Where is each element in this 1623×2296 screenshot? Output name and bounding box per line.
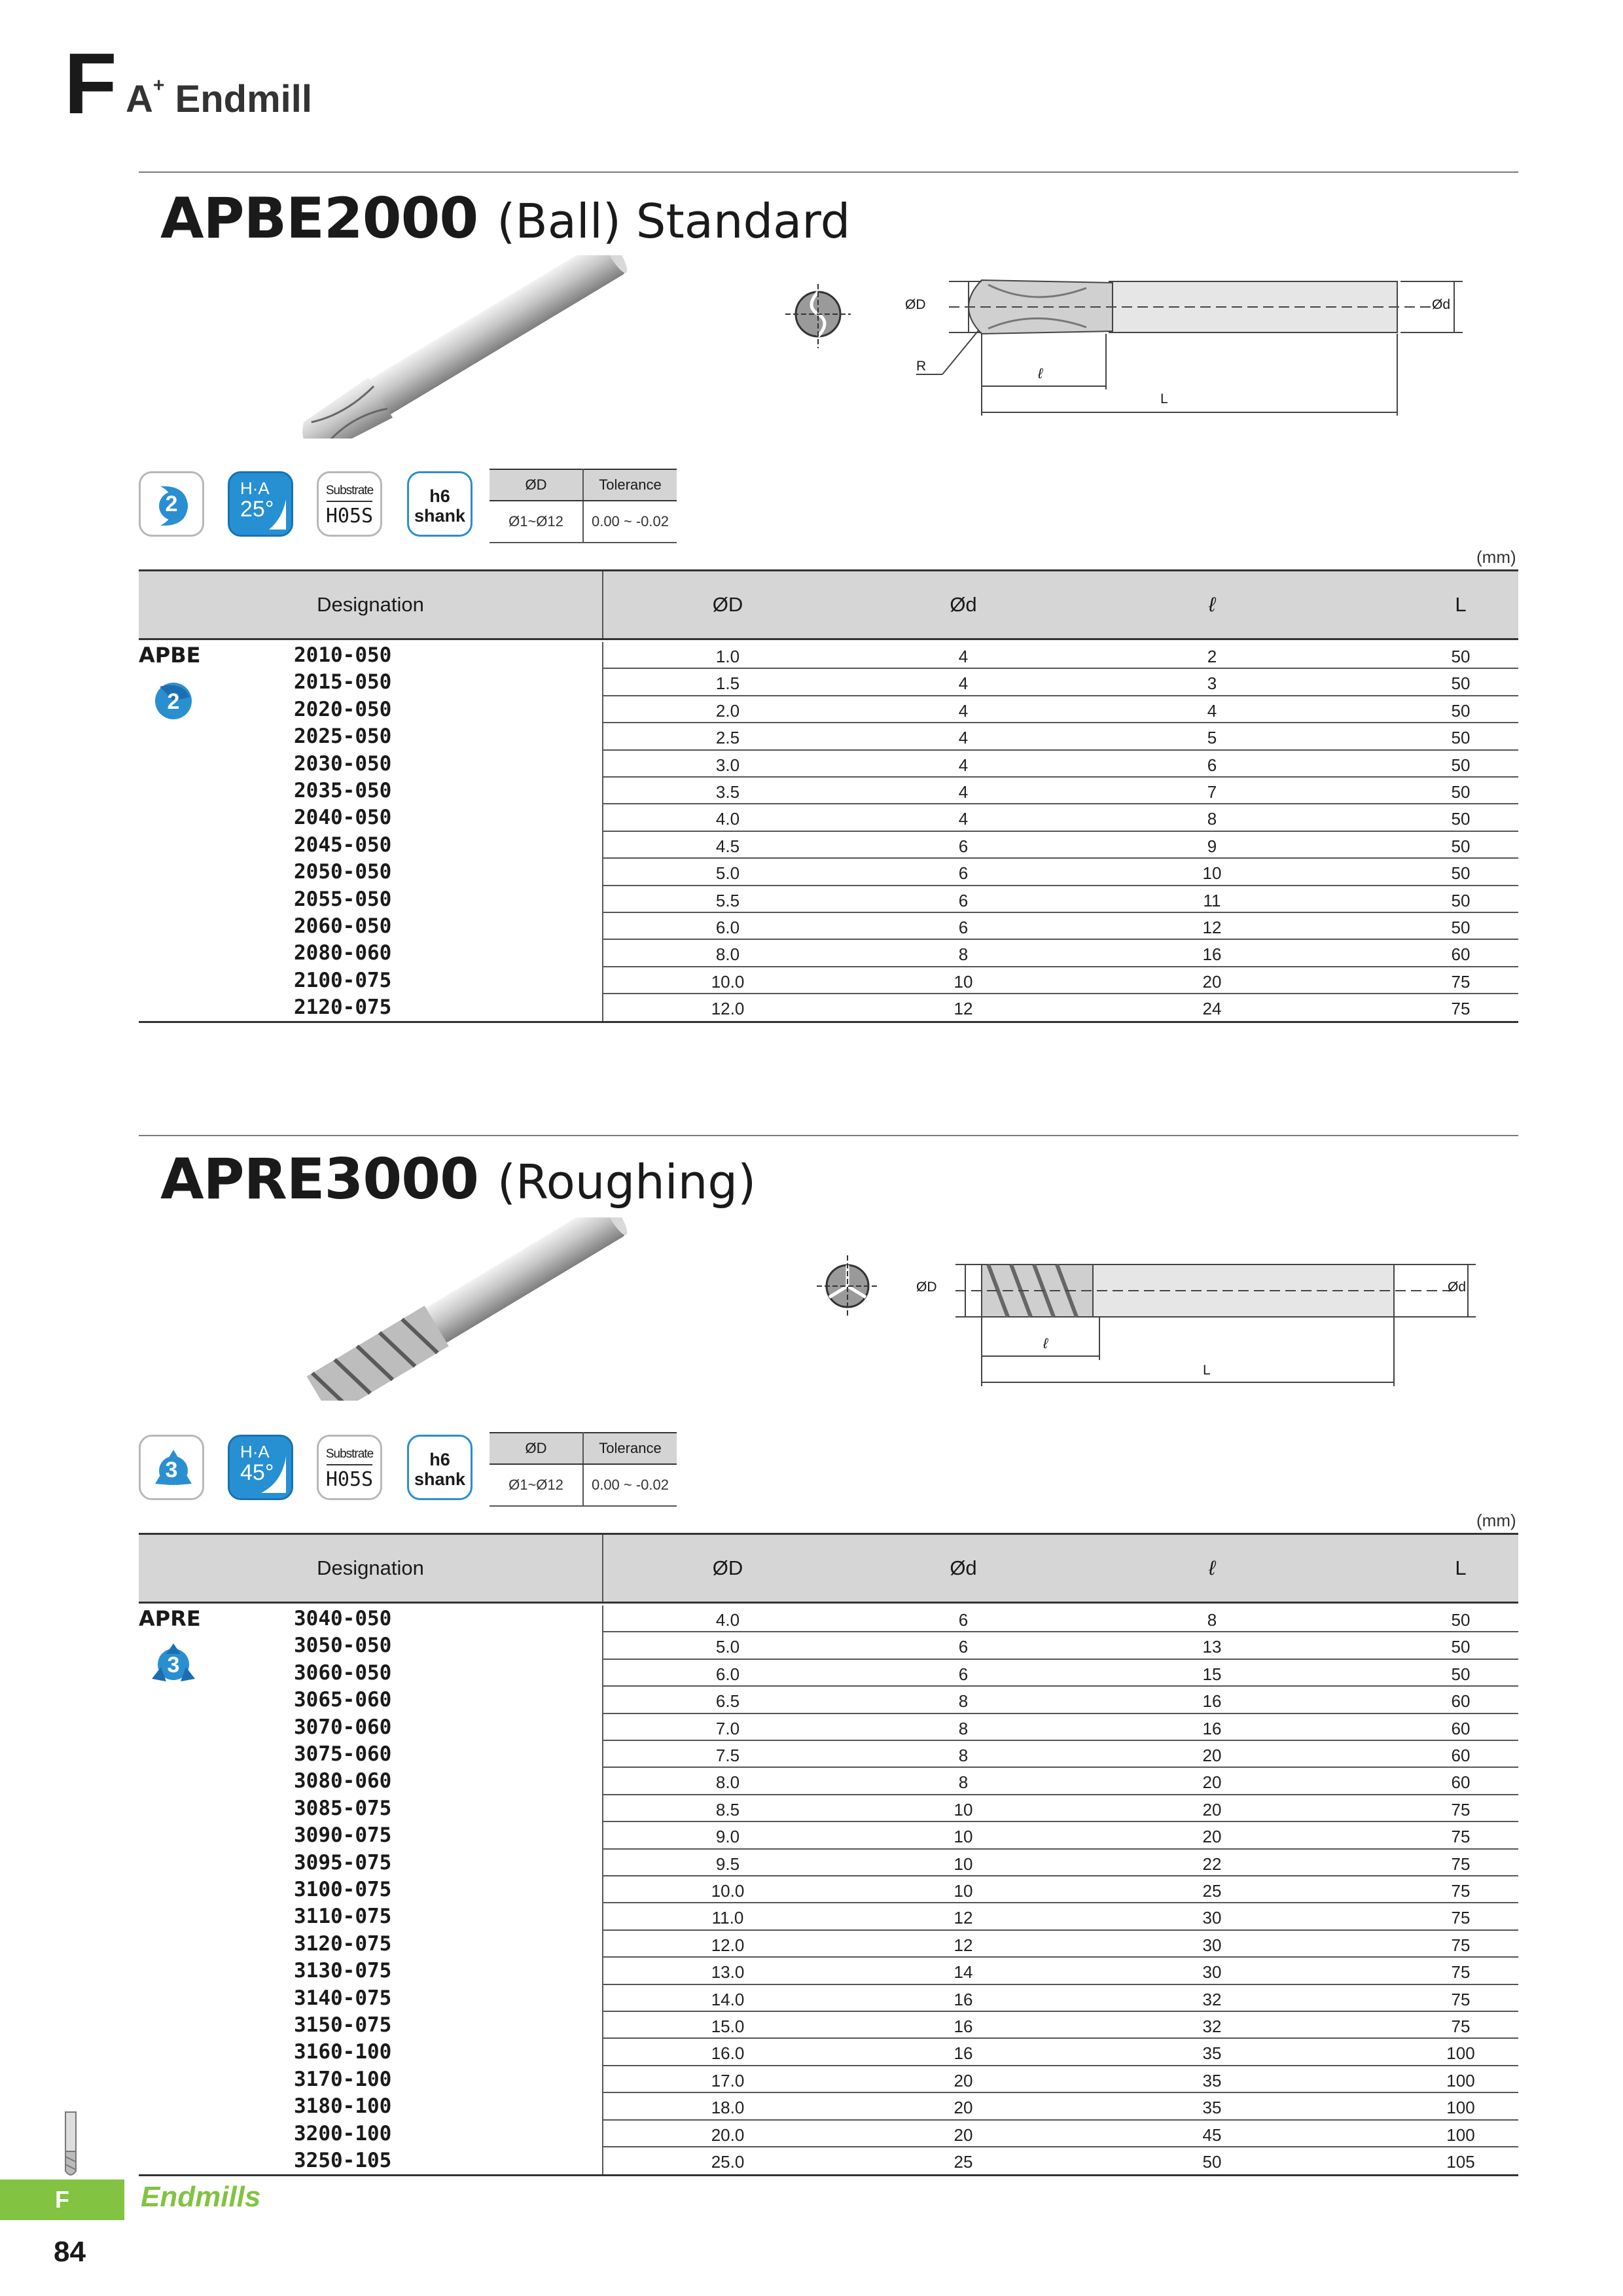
- dim-label-L: L: [1160, 391, 1168, 406]
- table-row: [139, 696, 1518, 723]
- cell-L: 75: [1451, 1854, 1471, 1874]
- designation-code: 2020-050: [294, 697, 392, 721]
- cell-D: 4.5: [715, 836, 740, 856]
- cell-d: 10: [954, 1854, 973, 1874]
- cell-D: 11.0: [711, 1908, 744, 1928]
- substrate-icon: [317, 471, 382, 537]
- cell-L: 60: [1451, 1691, 1471, 1712]
- designation-code: 2040-050: [294, 806, 392, 830]
- cell-L: 50: [1451, 918, 1471, 937]
- cell-d: 6: [958, 1637, 969, 1657]
- col-l: ℓ: [1208, 1556, 1216, 1579]
- cell-d: 16: [954, 2017, 973, 2036]
- cell-l: 30: [1202, 1935, 1222, 1955]
- designation-code: 3095-075: [294, 1850, 392, 1874]
- cell-d: 12: [954, 1908, 973, 1928]
- designation-code: 2060-050: [294, 914, 392, 938]
- cell-l: 8: [1207, 809, 1217, 829]
- end-view-3flute-icon: [812, 1250, 883, 1322]
- cell-d: 12: [954, 1935, 973, 1955]
- col-designation: Designation: [317, 593, 424, 616]
- designation-code: 3075-060: [294, 1742, 392, 1766]
- cell-l: 50: [1202, 2152, 1222, 2172]
- cell-D: 13.0: [711, 1962, 745, 1982]
- cell-L: 50: [1451, 673, 1471, 694]
- cell-L: 50: [1451, 890, 1471, 910]
- col-D: ØD: [712, 593, 743, 616]
- tol-value: 0.00 ~ -0.02: [583, 1464, 677, 1506]
- cell-D: 18.0: [711, 2098, 745, 2118]
- table-row: [139, 1958, 1518, 1984]
- designation-code: 3080-060: [294, 1769, 392, 1793]
- svg-text:3: 3: [167, 1653, 180, 1677]
- cell-L: 50: [1451, 809, 1471, 829]
- spec-table-body: [139, 642, 1518, 1022]
- tol-header-d: ØD: [490, 1433, 583, 1464]
- cell-d: 4: [958, 782, 969, 802]
- cell-L: 75: [1451, 1799, 1471, 1820]
- cell-d: 6: [958, 1664, 969, 1684]
- cell-D: 20.0: [711, 2125, 745, 2145]
- col-D: ØD: [712, 1556, 743, 1579]
- cell-L: 75: [1451, 1989, 1471, 2009]
- substrate-grade: H05S: [325, 505, 374, 528]
- table-row: [139, 1822, 1518, 1849]
- cell-l: 5: [1207, 728, 1217, 748]
- cell-L: 100: [1446, 2125, 1475, 2145]
- dim-label-d: Ød: [1448, 1280, 1467, 1295]
- col-L: L: [1455, 593, 1467, 616]
- cell-D: 15.0: [711, 2017, 745, 2036]
- cell-L: 75: [1451, 1962, 1471, 1982]
- series-code: APRE: [139, 1606, 201, 1631]
- cell-l: 30: [1202, 1908, 1222, 1928]
- cell-l: 32: [1202, 1989, 1222, 2009]
- designation-code: 3140-075: [294, 1986, 392, 2010]
- flute-count-icon: [139, 1435, 204, 1500]
- designation-code: 3040-050: [294, 1607, 392, 1630]
- designation-code: 3085-075: [294, 1796, 392, 1820]
- cell-D: 1.0: [715, 647, 740, 666]
- cell-L: 100: [1446, 2043, 1475, 2064]
- shank-tolerance: h6: [429, 486, 450, 506]
- designation-code: 3150-075: [294, 2013, 392, 2037]
- table-row: [139, 2039, 1518, 2066]
- designation-code: 2025-050: [294, 725, 392, 749]
- cell-l: 35: [1202, 2070, 1222, 2090]
- cell-d: 10: [954, 1881, 973, 1901]
- table-row: [139, 1931, 1518, 1958]
- designation-code: 2120-075: [294, 996, 392, 1020]
- shank-label: shank: [414, 506, 466, 526]
- table-row: [139, 1876, 1518, 1903]
- helix-angle: 25°: [240, 497, 274, 522]
- ball-endmill-drawing: [890, 268, 1466, 419]
- cell-d: 6: [958, 1610, 969, 1630]
- designation-code: 2050-050: [294, 860, 392, 884]
- cell-l: 16: [1202, 944, 1222, 965]
- cell-L: 75: [1451, 1908, 1471, 1928]
- cell-D: 4.0: [715, 1610, 740, 1630]
- cell-D: 8.0: [715, 944, 740, 965]
- section-divider: [139, 1135, 1518, 1136]
- designation-code: 3070-060: [294, 1715, 392, 1739]
- substrate-label: Substrate: [325, 1447, 374, 1461]
- cell-l: 10: [1202, 863, 1222, 884]
- product-title: APRE3000 (Roughing): [160, 1147, 757, 1212]
- cell-L: 75: [1451, 1881, 1471, 1901]
- cell-d: 6: [958, 918, 969, 937]
- table-row: [139, 1795, 1518, 1822]
- cell-l: 4: [1207, 700, 1217, 721]
- cell-D: 7.0: [715, 1718, 740, 1738]
- designation-code: 2045-050: [294, 833, 392, 857]
- cell-l: 20: [1202, 1827, 1222, 1847]
- table-header: [139, 569, 1518, 640]
- cell-D: 3.0: [715, 755, 740, 775]
- cell-d: 8: [958, 1746, 969, 1765]
- table-row: [139, 723, 1518, 750]
- table-row: [139, 1768, 1518, 1795]
- col-d: Ød: [950, 593, 977, 616]
- spec-table-body: [139, 1605, 1518, 2175]
- page-number: 84: [54, 2236, 86, 2268]
- cell-l: 9: [1207, 836, 1217, 856]
- tolerance-table: [490, 1432, 677, 1507]
- roughing-endmill-photo-icon: [275, 1217, 654, 1401]
- cell-l: 20: [1202, 1746, 1222, 1765]
- tol-header-tolerance: Tolerance: [583, 1433, 677, 1464]
- cell-L: 75: [1451, 999, 1471, 1019]
- cell-l: 24: [1202, 999, 1222, 1019]
- chapter-title: A+ Endmill: [126, 75, 312, 120]
- dim-label-D: ØD: [916, 1280, 937, 1295]
- cell-d: 6: [958, 863, 969, 884]
- table-row: [139, 669, 1518, 696]
- table-row: [139, 994, 1518, 1021]
- cell-L: 60: [1451, 944, 1471, 965]
- cell-d: 4: [958, 700, 969, 721]
- shank-label: shank: [414, 1469, 466, 1489]
- cell-l: 3: [1207, 673, 1217, 694]
- designation-code: 2030-050: [294, 751, 392, 776]
- cell-L: 50: [1451, 836, 1471, 856]
- cell-L: 50: [1451, 1610, 1471, 1630]
- table-row: [139, 1714, 1518, 1741]
- cell-l: 20: [1202, 1772, 1222, 1793]
- table-row: [139, 1985, 1518, 2012]
- cell-L: 105: [1446, 2152, 1475, 2172]
- designation-code: 2080-060: [294, 941, 392, 965]
- cell-d: 20: [954, 2098, 973, 2118]
- table-row: [139, 2012, 1518, 2039]
- unit-label: (mm): [1476, 1511, 1516, 1530]
- cell-d: 6: [958, 836, 969, 856]
- unit-label: (mm): [1476, 547, 1516, 567]
- table-row: [139, 859, 1518, 886]
- chapter-letter: F: [64, 35, 117, 132]
- cell-D: 6.5: [715, 1691, 740, 1712]
- cell-d: 8: [958, 1718, 969, 1738]
- helix-label: H·A: [240, 1442, 270, 1462]
- designation-code: 2015-050: [294, 670, 392, 694]
- cell-l: 35: [1202, 2098, 1222, 2118]
- cell-d: 10: [954, 1799, 973, 1820]
- cell-l: 11: [1203, 890, 1221, 910]
- table-row: [139, 1741, 1518, 1768]
- cell-L: 100: [1446, 2070, 1475, 2090]
- substrate-label: Substrate: [325, 484, 374, 497]
- cell-D: 8.5: [715, 1799, 740, 1820]
- dim-label-L: L: [1203, 1363, 1211, 1378]
- table-row: [139, 2093, 1518, 2120]
- substrate-grade: H05S: [325, 1468, 374, 1491]
- cell-D: 5.0: [715, 863, 740, 884]
- cell-L: 60: [1451, 1746, 1471, 1765]
- cell-l: 13: [1202, 1637, 1222, 1657]
- cell-d: 4: [958, 809, 969, 829]
- svg-text:2: 2: [167, 689, 180, 714]
- cell-D: 6.0: [715, 1664, 740, 1684]
- table-header: [139, 1533, 1518, 1604]
- cell-L: 60: [1451, 1772, 1471, 1793]
- cell-d: 16: [954, 1989, 973, 2009]
- helix-angle: 45°: [240, 1460, 274, 1485]
- table-row: [139, 778, 1518, 804]
- cell-d: 10: [954, 971, 973, 992]
- cell-D: 14.0: [711, 1989, 745, 2009]
- cell-l: 32: [1202, 2017, 1222, 2036]
- designation-code: 3065-060: [294, 1688, 392, 1712]
- dim-label-R: R: [916, 359, 927, 374]
- cell-l: 30: [1202, 1962, 1222, 1982]
- cell-d: 8: [958, 1772, 969, 1793]
- helix-angle-icon: [228, 1435, 293, 1500]
- designation-code: 3050-050: [294, 1634, 392, 1658]
- ball-endmill-photo-icon: [275, 255, 654, 439]
- cell-D: 12.0: [711, 999, 745, 1019]
- category-label: Endmills: [141, 2181, 261, 2213]
- shank-tolerance: h6: [429, 1450, 450, 1469]
- cell-l: 15: [1202, 1664, 1222, 1684]
- cell-d: 25: [954, 2152, 973, 2172]
- designation-code: 2100-075: [294, 968, 392, 992]
- helix-label: H·A: [240, 478, 270, 498]
- tol-header-tolerance: Tolerance: [583, 469, 677, 501]
- designation-code: 2035-050: [294, 779, 392, 802]
- tol-value: 0.00 ~ -0.02: [583, 501, 677, 543]
- cell-L: 75: [1451, 2017, 1471, 2036]
- designation-code: 3180-100: [294, 2094, 392, 2119]
- cell-d: 4: [958, 647, 969, 666]
- cell-d: 16: [954, 2043, 973, 2064]
- cell-D: 5.0: [715, 1637, 740, 1657]
- cell-L: 60: [1451, 1718, 1471, 1738]
- cell-d: 20: [954, 2070, 973, 2090]
- table-row: [139, 886, 1518, 913]
- cell-l: 6: [1207, 755, 1217, 775]
- dim-label-d: Ød: [1432, 297, 1451, 312]
- flute-count: 3: [165, 1458, 178, 1482]
- cell-D: 10.0: [711, 1881, 745, 1901]
- cell-l: 16: [1202, 1691, 1222, 1712]
- designation-code: 3130-075: [294, 1959, 392, 1983]
- designation-code: 3250-105: [294, 2149, 392, 2172]
- table-row: [139, 1605, 1518, 1632]
- cell-l: 35: [1202, 2043, 1222, 2064]
- cell-D: 6.0: [715, 918, 740, 937]
- table-row: [139, 751, 1518, 778]
- cell-D: 3.5: [715, 782, 740, 802]
- table-row: [139, 1687, 1518, 1713]
- designation-code: 3060-050: [294, 1660, 392, 1685]
- cell-L: 100: [1446, 2098, 1475, 2118]
- cell-D: 10.0: [711, 971, 745, 992]
- cell-L: 50: [1451, 755, 1471, 775]
- h6-shank-icon: [407, 1435, 473, 1500]
- cell-L: 50: [1451, 728, 1471, 748]
- section-divider: [139, 171, 1518, 173]
- cell-l: 25: [1202, 1881, 1222, 1901]
- cell-D: 7.5: [715, 1746, 740, 1765]
- cell-d: 10: [954, 1827, 973, 1847]
- tolerance-table: [490, 469, 677, 543]
- cell-L: 75: [1451, 971, 1471, 992]
- table-row: [139, 642, 1518, 669]
- designation-code: 3100-075: [294, 1878, 392, 1901]
- cell-l: 2: [1207, 647, 1217, 666]
- table-row: [139, 2147, 1518, 2174]
- designation-code: 3200-100: [294, 2121, 392, 2145]
- cell-D: 2.5: [715, 728, 740, 748]
- designation-code: 3110-075: [294, 1905, 392, 1929]
- dim-label-l: ℓ: [1043, 1335, 1048, 1352]
- tol-header-d: ØD: [490, 469, 583, 501]
- dim-label-D: ØD: [905, 297, 926, 312]
- cell-d: 4: [958, 728, 969, 748]
- cell-d: 8: [958, 944, 969, 965]
- dim-label-l: ℓ: [1038, 365, 1043, 382]
- cell-l: 8: [1207, 1610, 1217, 1630]
- cell-L: 75: [1451, 1827, 1471, 1847]
- designation-code: 3120-075: [294, 1931, 392, 1956]
- cell-l: 16: [1202, 1718, 1222, 1738]
- cell-d: 14: [954, 1962, 973, 1982]
- cell-D: 9.5: [715, 1854, 740, 1874]
- cell-d: 8: [958, 1691, 969, 1712]
- cell-D: 17.0: [711, 2070, 745, 2090]
- cell-l: 45: [1202, 2125, 1222, 2145]
- cell-d: 4: [958, 673, 969, 694]
- cell-L: 50: [1451, 1664, 1471, 1684]
- cell-d: 6: [958, 890, 969, 910]
- cell-l: 20: [1202, 1799, 1222, 1820]
- table-row: [139, 2066, 1518, 2093]
- cell-D: 9.0: [715, 1827, 740, 1847]
- designation-code: 2055-050: [294, 887, 392, 911]
- substrate-icon: [317, 1435, 382, 1500]
- series-code: APBE: [139, 643, 201, 668]
- cell-l: 22: [1202, 1854, 1222, 1874]
- cell-L: 50: [1451, 782, 1471, 802]
- cell-D: 16.0: [711, 2043, 745, 2064]
- cell-l: 12: [1202, 918, 1222, 937]
- cell-D: 8.0: [715, 1772, 740, 1793]
- cell-d: 12: [954, 999, 973, 1019]
- product-title: APBE2000 (Ball) Standard: [160, 186, 851, 251]
- flute-count-icon: [139, 471, 204, 537]
- cell-l: 7: [1207, 782, 1217, 802]
- col-L: L: [1455, 1556, 1467, 1579]
- table-row: [139, 2121, 1518, 2147]
- col-d: Ød: [950, 1556, 977, 1579]
- cell-L: 75: [1451, 1935, 1471, 1955]
- table-row: [139, 832, 1518, 859]
- cell-L: 50: [1451, 647, 1471, 666]
- table-row: [139, 967, 1518, 994]
- designation-code: 3170-100: [294, 2067, 392, 2091]
- h6-shank-icon: [407, 471, 473, 537]
- col-designation: Designation: [317, 1556, 424, 1579]
- tol-range: Ø1~Ø12: [490, 1464, 583, 1506]
- table-row: [139, 1632, 1518, 1659]
- cell-D: 4.0: [715, 809, 740, 829]
- table-row: [139, 804, 1518, 831]
- cell-L: 50: [1451, 1637, 1471, 1657]
- cell-D: 25.0: [711, 2152, 745, 2172]
- col-l: ℓ: [1208, 593, 1216, 616]
- designation-code: 3160-100: [294, 2040, 392, 2064]
- table-row: [139, 1850, 1518, 1876]
- table-row: [139, 913, 1518, 940]
- cell-l: 20: [1202, 971, 1222, 992]
- cell-L: 50: [1451, 700, 1471, 721]
- cell-d: 4: [958, 755, 969, 775]
- helix-angle-icon: [228, 471, 293, 537]
- tol-range: Ø1~Ø12: [490, 501, 583, 543]
- designation-code: 2010-050: [294, 643, 392, 667]
- designation-code: 3090-075: [294, 1823, 392, 1848]
- roughing-endmill-drawing: [916, 1255, 1479, 1393]
- chapter-tab[interactable]: F: [0, 2179, 124, 2220]
- cell-D: 5.5: [715, 890, 740, 910]
- cell-D: 1.5: [715, 673, 740, 694]
- cell-d: 20: [954, 2125, 973, 2145]
- table-row: [139, 1903, 1518, 1930]
- cell-D: 2.0: [715, 700, 740, 721]
- table-row: [139, 1660, 1518, 1687]
- cell-D: 12.0: [711, 1935, 745, 1955]
- table-row: [139, 940, 1518, 967]
- flute-count: 2: [165, 492, 178, 516]
- endmill-thumbnail-icon: [58, 2111, 84, 2179]
- cell-L: 50: [1451, 863, 1471, 884]
- end-view-2flute-icon: [779, 280, 857, 352]
